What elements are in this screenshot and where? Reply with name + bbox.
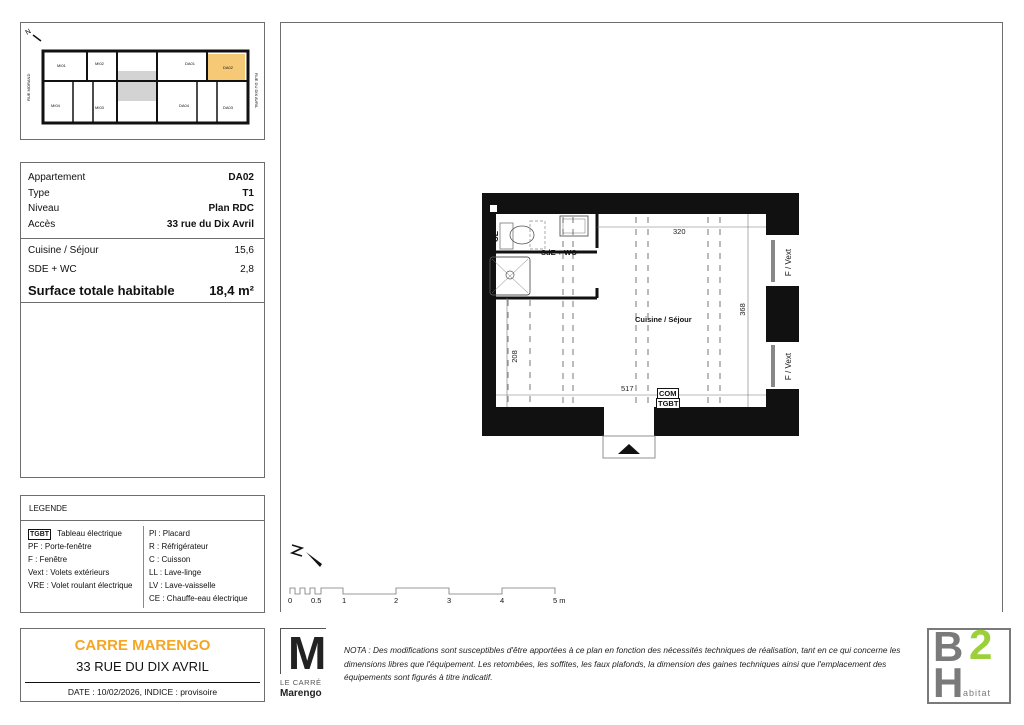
dimension-width-top: 320: [673, 227, 686, 236]
area-value: 2,8: [240, 264, 254, 275]
apartment-info-table: [20, 162, 265, 478]
info-row-appartement: [28, 172, 254, 183]
logo-letter: M: [288, 627, 327, 679]
key-plan: [20, 22, 265, 140]
scale-label: 5 m: [553, 596, 566, 605]
svg-text:N: N: [24, 28, 33, 37]
info-value: 33 rue du Dix Avril: [166, 219, 254, 230]
svg-text:RUE DU DIX AVRIL: RUE DU DIX AVRIL: [254, 73, 259, 109]
area-label: Cuisine / Séjour: [28, 245, 99, 256]
svg-text:MI01: MI01: [57, 63, 66, 68]
svg-text:MI02: MI02: [95, 61, 104, 66]
dimension-height-right: 368: [737, 303, 747, 316]
svg-text:DA04: DA04: [179, 103, 190, 108]
total-area-row: [28, 283, 254, 298]
scale-bar: [288, 583, 578, 597]
total-label: Surface totale habitable: [28, 283, 175, 298]
legend-item: VRE : Volet roulant électrique: [28, 581, 133, 590]
area-value: 15,6: [234, 245, 254, 256]
legend-item: Vext : Volets extérieurs: [28, 568, 110, 577]
legend-item: [28, 529, 122, 540]
area-row-sde-wc: [28, 264, 254, 275]
north-arrow-icon: [288, 540, 328, 570]
legend-item: Pl : Placard: [149, 529, 190, 538]
tgbt-label: TGBT: [658, 399, 679, 408]
legend-text: Tableau électrique: [57, 529, 122, 538]
legend-item: PF : Porte-fenêtre: [28, 542, 92, 551]
legend-item: CE : Chauffe-eau électrique: [149, 594, 248, 603]
nota-disclaimer: NOTA : Des modifications sont susceptibles d'être apportées à ce plan en fonction des nécessités techniques de réalisation, tant en ce qui concerne les dimensions libres que l'équipement. Les retombées, les soffites, les faux plafonds, la dimension des gaines techniques ainsi que l'emplacement des équipements sont figurés à titre indicatif.: [344, 645, 901, 682]
info-row-niveau: [28, 203, 254, 214]
room-label-sde-wc: SdE + WC: [541, 248, 577, 257]
scale-label: 0: [288, 596, 293, 605]
legend-item: F : Fenêtre: [28, 555, 68, 564]
scale-label: 0.5: [311, 596, 322, 605]
scale-label: 3: [447, 596, 452, 605]
dimension-width-bottom: 517: [621, 384, 634, 393]
divider: [143, 526, 144, 608]
info-label: Accès: [28, 219, 56, 230]
logo-b: B: [933, 623, 964, 670]
project-name: CARRE MARENGO: [74, 637, 211, 654]
ce-label: CE: [491, 230, 501, 243]
scale-label: 1: [342, 596, 347, 605]
logo-h: H: [933, 659, 964, 706]
total-value: 18,4 m²: [209, 283, 254, 298]
b2h-habitat-logo: [927, 621, 1011, 706]
key-plan-drawing: [21, 23, 266, 141]
info-label: Type: [28, 188, 50, 199]
area-label: SDE + WC: [28, 264, 77, 275]
svg-text:MI03: MI03: [95, 105, 104, 110]
divider: [21, 302, 264, 303]
svg-text:DA01: DA01: [185, 61, 196, 66]
info-row-type: [28, 188, 254, 199]
dimension-height-left: 208: [509, 350, 519, 363]
info-row-acces: [28, 219, 254, 230]
logo-habitat: abitat: [963, 688, 992, 698]
info-label: Niveau: [28, 203, 60, 214]
info-label: Appartement: [28, 172, 86, 183]
legend: [20, 495, 265, 613]
floor-plan: [470, 185, 810, 465]
tgbt-badge: TGBT: [30, 531, 50, 538]
svg-text:RUE MORAND: RUE MORAND: [26, 73, 31, 101]
scale-label: 4: [500, 596, 505, 605]
area-row-cuisine-sejour: [28, 245, 254, 256]
marengo-logo: [280, 628, 330, 704]
legend-item: C : Cuisson: [149, 555, 191, 564]
legend-title: LEGENDE: [29, 504, 68, 513]
divider: [21, 520, 264, 521]
com-label: COM: [659, 389, 677, 398]
logo-2: 2: [969, 621, 993, 668]
info-value: T1: [242, 188, 254, 199]
title-block: [20, 628, 265, 702]
legend-item: LV : Lave-vaisselle: [149, 581, 216, 590]
legend-item: LL : Lave-linge: [149, 568, 202, 577]
project-address: 33 RUE DU DIX AVRIL: [76, 659, 209, 674]
info-value: Plan RDC: [208, 203, 254, 214]
room-label-cuisine-sejour: Cuisine / Séjour: [635, 315, 692, 324]
divider: [25, 682, 260, 683]
svg-text:DA02: DA02: [223, 65, 234, 70]
window-label: F / Vext: [784, 248, 794, 277]
scale-label: 2: [394, 596, 399, 605]
svg-text:MI04: MI04: [51, 103, 60, 108]
svg-text:DA03: DA03: [223, 105, 234, 110]
window-label: F / Vext: [784, 352, 794, 381]
logo-line2: Marengo: [280, 688, 322, 699]
divider: [21, 238, 264, 239]
date-indice: DATE : 10/02/2026, INDICE : provisoire: [67, 687, 218, 697]
logo-line1: LE CARRÉ: [280, 678, 322, 687]
info-value: DA02: [228, 172, 254, 183]
legend-item: R : Réfrigérateur: [149, 542, 209, 551]
